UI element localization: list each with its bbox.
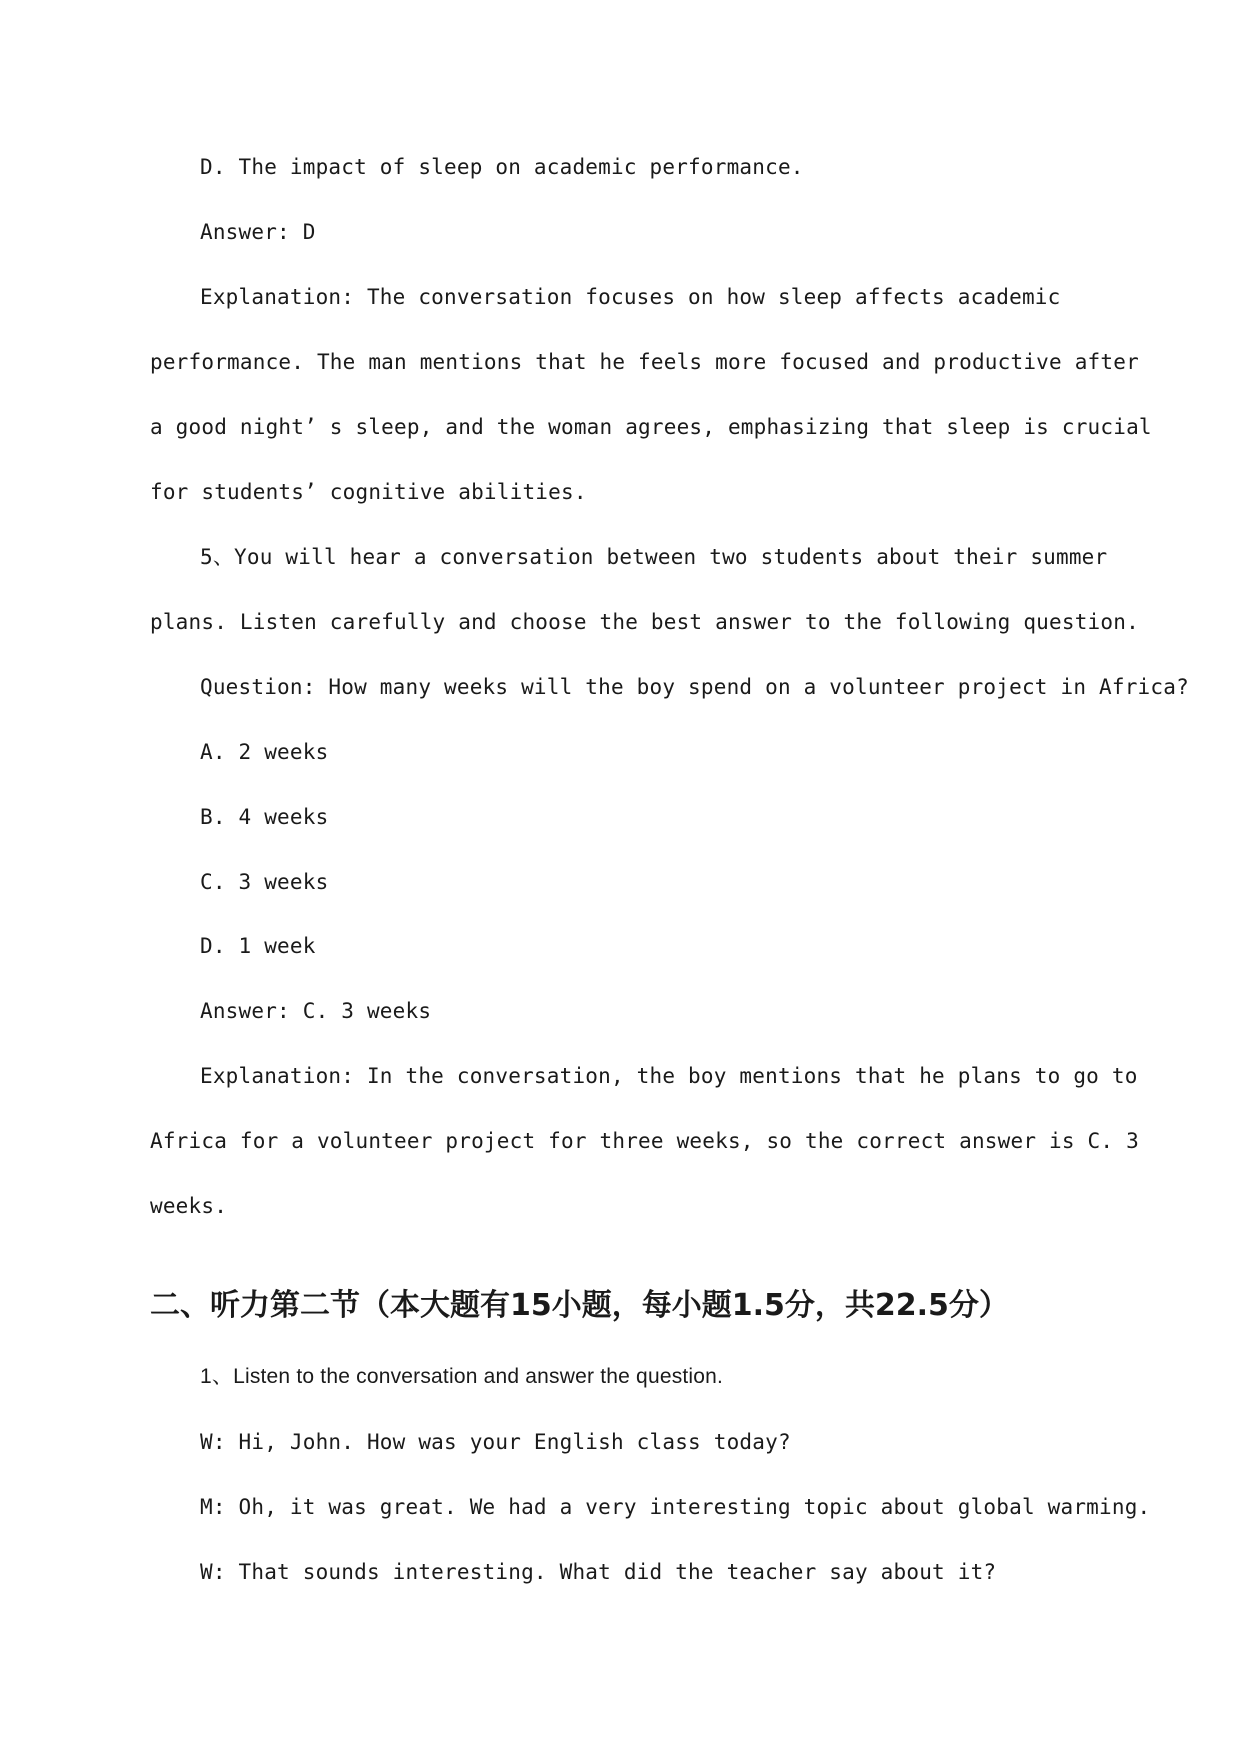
q5-option-a: A. 2 weeks	[200, 740, 329, 764]
q4-explanation-line-4: for students’ cognitive abilities.	[150, 480, 587, 504]
q5-option-d: D. 1 week	[200, 934, 316, 958]
section-heading: 二、听力第二节（本大题有15小题，每小题1.5分，共22.5分）	[150, 1288, 1009, 1323]
q5-intro-line-2: plans. Listen carefully and choose the best answer to the following question.	[150, 610, 1139, 634]
q5-explanation-line-1: Explanation: In the conversation, the boy mentions that he plans to go to	[200, 1064, 1138, 1088]
q4-answer: Answer: D	[200, 220, 316, 244]
q5-intro-line-1: 5、You will hear a conversation between two students about their summer	[200, 545, 1108, 569]
q5-question: Question: How many weeks will the boy spend on a volunteer project in Africa?	[200, 675, 1189, 699]
q5-option-b: B. 4 weeks	[200, 805, 329, 829]
dialogue-line-2: M: Oh, it was great. We had a very interesting topic about global warming.	[200, 1495, 1151, 1519]
q4-explanation-line-1: Explanation: The conversation focuses on how sleep affects academic	[200, 285, 1061, 309]
section2-q1-prompt: 1、Listen to the conversation and answer the question.	[200, 1365, 724, 1388]
q5-explanation-line-3: weeks.	[150, 1194, 228, 1218]
q4-option-d: D. The impact of sleep on academic performance.	[200, 155, 804, 179]
dialogue-line-1: W: Hi, John. How was your English class today?	[200, 1430, 791, 1454]
dialogue-line-3: W: That sounds interesting. What did the teacher say about it?	[200, 1560, 997, 1584]
q5-answer: Answer: C. 3 weeks	[200, 999, 432, 1023]
q4-explanation-line-3: a good night’ s sleep, and the woman agrees, emphasizing that sleep is crucial	[150, 415, 1152, 439]
q4-explanation-line-2: performance. The man mentions that he feels more focused and productive after	[150, 350, 1139, 374]
q5-option-c: C. 3 weeks	[200, 870, 329, 894]
q5-explanation-line-2: Africa for a volunteer project for three weeks, so the correct answer is C. 3	[150, 1129, 1139, 1153]
